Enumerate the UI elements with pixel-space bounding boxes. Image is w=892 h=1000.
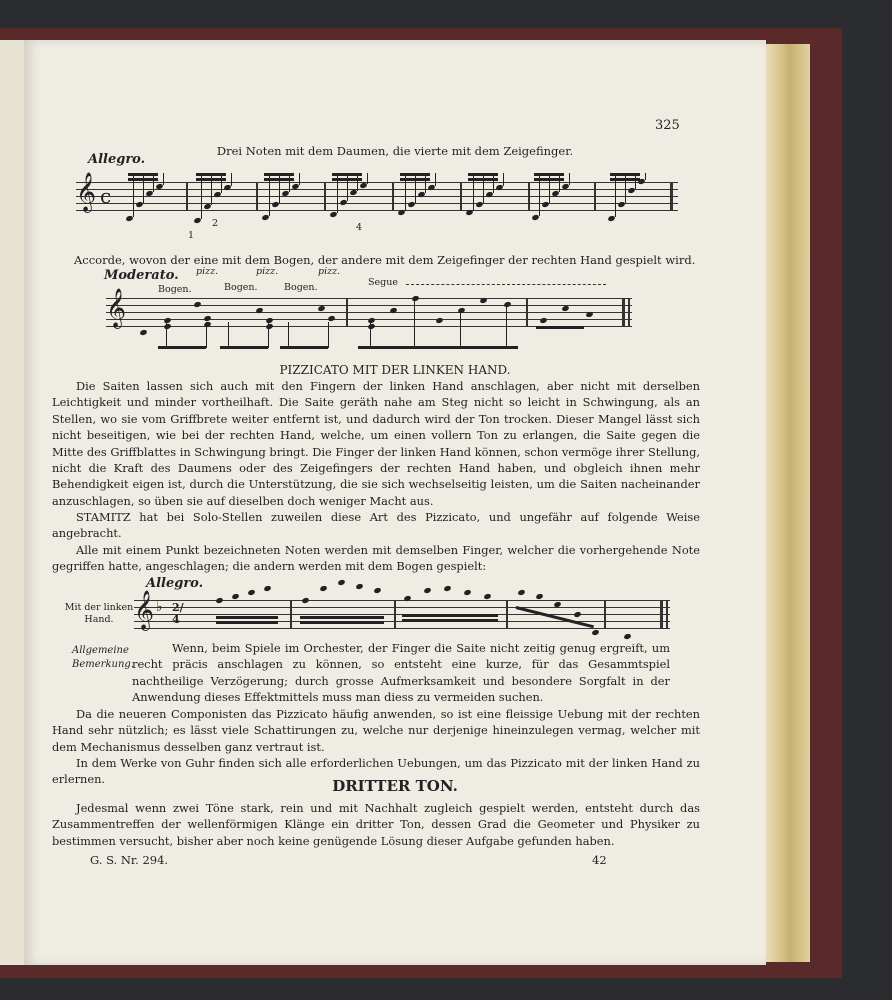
time-signature: 2/4: [172, 601, 184, 626]
example3-tempo: Allegro.: [146, 576, 204, 591]
treble-clef-icon: 𝄞: [134, 590, 155, 630]
pizz-label-1: pizz.: [196, 266, 219, 277]
segue-label: Segue: [368, 277, 398, 288]
fingering-1: 1: [188, 230, 195, 241]
page-block-edge: [760, 44, 810, 962]
pizz-label-3: pizz.: [318, 266, 341, 277]
example2-caption: Accorde, wovon der eine mit dem Bogen, der andere mit dem Zeigefinger der rechten Hand gespielt wird.: [74, 253, 696, 267]
footer-sheet-number: 42: [592, 853, 607, 867]
flat-icon: ♭: [156, 599, 163, 615]
paragraph-3: Alle mit einem Punkt bezeichneten Noten werden mit demselben Finger, welcher die vorhergehende Note gegriffen hatte, angeschlagen; die andern werden mit dem Bogen gespielt:: [52, 543, 700, 574]
bogen-label-3: Bogen.: [284, 282, 318, 293]
common-time-icon: c: [100, 184, 112, 208]
bogen-label-1: Bogen.: [158, 284, 192, 295]
segue-dashes: [406, 284, 606, 285]
remark-text: Wenn, beim Spiele im Orchester, der Finger die Saite nicht zeitig genug ergreift, um recht präcis anschlagen zu können, so entsteht eine kurze, für das Gesammtspiel nachtheilige Verzögerung; durch grosse Aufmerksamkeit und besondere Sorgfalt in der Anwendung dieses Effektmittels muss man diess zu vermeiden suchen.: [132, 641, 670, 705]
section-title-pizzicato: PIZZICATO MIT DER LINKEN HAND.: [279, 363, 511, 377]
treble-clef-icon: 𝄞: [106, 288, 127, 328]
paragraph-1: Die Saiten lassen sich auch mit den Fingern der linken Hand anschlagen, aber nicht mit derselben Leichtigkeit und minder vortheilhaft. Die Saite geräth nahe am Steg nicht so leicht in Schwingung, als an Stellen, wo sie vom Griffbrete weiter entfernt ist, und dadurch wird der Ton trocken. Dieser Mangel lässt sich nicht beseitigen, wie bei der rechten Hand, welche, um einen vollern Ton zu erlangen, die Saite gegen die Mitte des Griffblattes in Schwingung bringt. Die Finger der linken Hand können, schon vermöge ihrer Stellung, nicht die Kraft des Daumens oder des Zeigefingers der rechten Hand haben, und obgleich ihnen mehr Behendigkeit eigen ist, durch die Unterstützung, die sie sich wechselseitig leisten, um die Saiten nacheinander anzuschlagen, so üben sie auf dieselben doch weniger Macht aus.: [52, 379, 700, 508]
example2-tempo: Moderato.: [104, 268, 179, 283]
example3-side-label: Mit der linken Hand.: [64, 602, 134, 625]
paragraph-6: Jedesmal wenn zwei Töne stark, rein und mit Nachhalt zugleich gespielt werden, entsteht durch das Zusammentreffen der wellenförmigen Klänge ein dritter Ton, dessen Grad die Geometer und Physiker zu bestimmen versucht, bisher aber noch keine genügende Lösung dieser Aufgabe gefunden haben.: [52, 801, 700, 848]
paragraph-2: STAMITZ hat bei Solo-Stellen zuweilen diese Art des Pizzicato, und ungefähr auf folgende Weise angebracht.: [52, 510, 700, 541]
previous-page-edge: [0, 40, 24, 965]
paragraph-4: Da die neueren Componisten das Pizzicato häufig anwenden, so ist eine fleissige Uebung mit der rechten Hand sehr nützlich; es lässt viele Schattirungen zu, welche nur derjenige hineinzulegen vermag, welcher mit dem Mechanismus desselben ganz vertraut ist.: [52, 707, 700, 754]
fingering-4: 4: [356, 222, 363, 233]
section-title-dritter-ton: DRITTER TON.: [332, 777, 458, 795]
page-number: 325: [655, 118, 680, 133]
fingering-2: 2: [212, 218, 219, 229]
example3-staff: [134, 590, 670, 634]
pizz-label-2: pizz.: [256, 266, 279, 277]
example1-staff: [76, 172, 678, 241]
example1-caption: Drei Noten mit dem Daumen, die vierte mit dem Zeigefinger.: [216, 144, 574, 158]
remark-label: Allgemeine Bemerkung.: [72, 645, 134, 670]
paragraph-5: In dem Werke von Guhr finden sich alle erforderlichen Uebungen, um das Pizzicato mit der linken Hand zu erlernen.: [52, 756, 700, 787]
treble-clef-icon: 𝄞: [76, 172, 97, 212]
footer-signature: G. S. Nr. 294.: [90, 853, 169, 867]
bogen-label-2: Bogen.: [224, 282, 258, 293]
example1-tempo: Allegro.: [88, 152, 146, 167]
